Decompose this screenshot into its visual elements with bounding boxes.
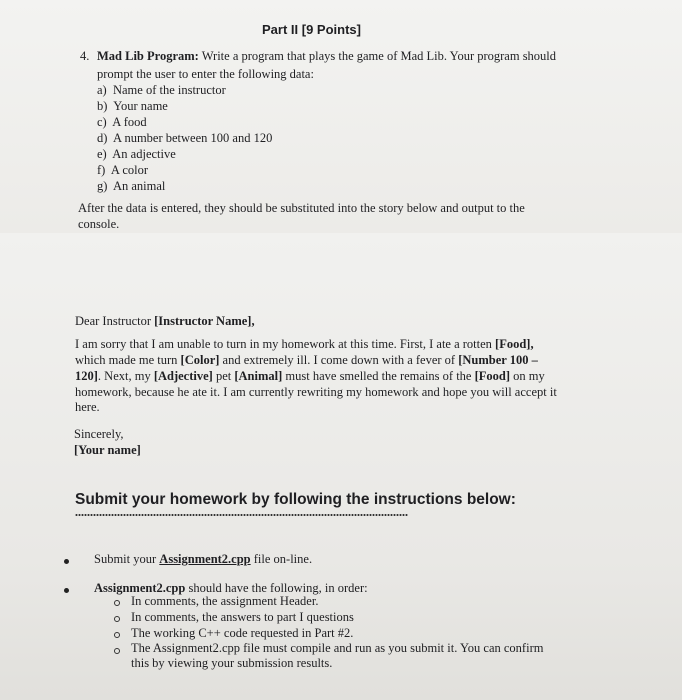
field-item-f: f) A color xyxy=(97,163,149,177)
submit-sub-item-4-cont: this by viewing your submission results. xyxy=(131,656,333,670)
story-line-5: here. xyxy=(75,400,100,414)
part-title: Part II [9 Points] xyxy=(262,22,361,37)
submit-sub-item-4: The Assignment2.cpp file must compile and run as you submit it. You can confirm xyxy=(131,641,544,655)
submit-sub-item-2: In comments, the answers to part I questions xyxy=(131,610,354,624)
story-line-4: homework, because he ate it. I am currently rewriting my homework and hope you will accept it xyxy=(75,385,557,399)
submit-heading: Submit your homework by following the instructions below: xyxy=(75,491,516,508)
field-item-g: g) An animal xyxy=(97,179,166,193)
bullet-icon xyxy=(64,588,69,593)
submit-sub-item-3: The working C++ code requested in Part #2. xyxy=(131,626,354,640)
circle-bullet-icon xyxy=(114,616,120,622)
circle-bullet-icon xyxy=(114,632,120,638)
assignment-file-link: Assignment2.cpp xyxy=(159,552,251,566)
question-label: Mad Lib Program: xyxy=(97,49,199,63)
field-item-b: b) Your name xyxy=(97,99,168,113)
story-signature: [Your name] xyxy=(74,443,141,457)
dotted-rule xyxy=(75,513,408,517)
circle-bullet-icon xyxy=(114,600,120,606)
story-line-2: which made me turn [Color] and extremely ill. I come down with a fever of [Number 100 – xyxy=(75,353,538,367)
field-item-e: e) An adjective xyxy=(97,147,176,161)
question-number: 4. xyxy=(80,49,90,63)
question-line-1 xyxy=(97,49,556,64)
submit-bullet-1: Submit your Assignment2.cpp file on-line. xyxy=(94,552,313,566)
field-item-d: d) A number between 100 and 120 xyxy=(97,131,273,145)
after-text-1: After the data is entered, they should be substituted into the story below and output to the xyxy=(78,201,525,215)
question-line-2: prompt the user to enter the following data: xyxy=(97,67,314,81)
bullet-icon xyxy=(64,559,69,564)
story-line-3: 120]. Next, my [Adjective] pet [Animal] must have smelled the remains of the [Food] on my xyxy=(75,369,545,383)
story-greeting: Dear Instructor [Instructor Name], xyxy=(75,314,255,328)
field-item-c: c) A food xyxy=(97,115,147,129)
submit-sub-item-1: In comments, the assignment Header. xyxy=(131,594,319,608)
circle-bullet-icon xyxy=(114,648,120,654)
after-text-2: console. xyxy=(78,217,120,231)
question-text-1: Write a program that plays the game of Mad Lib. Your program should xyxy=(201,49,557,63)
story-closing: Sincerely, xyxy=(74,427,124,441)
submit-bullet-2: Assignment2.cpp should have the following, in order: xyxy=(94,581,368,595)
field-item-a: a) Name of the instructor xyxy=(97,83,226,97)
story-line-1: I am sorry that I am unable to turn in my homework at this time. First, I ate a rotten [Food], xyxy=(75,337,534,351)
